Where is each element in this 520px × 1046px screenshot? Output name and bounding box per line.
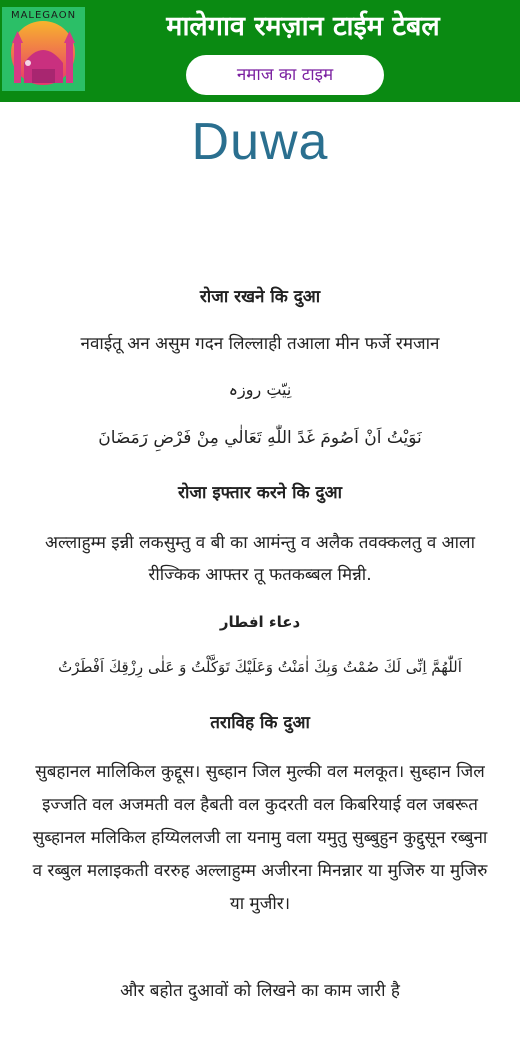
logo-text: MALEGAON bbox=[10, 10, 77, 21]
page-title: Duwa bbox=[191, 113, 329, 171]
roza-rakhne-hindi: नवाईतू अन असुम गदन लिल्लाही तआला मीन फर्जे रमजान bbox=[80, 334, 440, 354]
roza-rakhne-arabic: نَوَيْتُ اَنْ اَصُومَ غَدً اللّٰهِ تَعَالٰي مِنْ فَرْضِ رَمَضَانَ bbox=[98, 428, 422, 448]
roza-iftar-arabic: اَللّٰهُمَّ اِنِّی لَكَ صُمْتُ وَبِكَ اٰمَنْتُ وَعَلَيْكَ تَوَكَّلْتُ وَ عَلٰی رِزْقِكَ اَفْطَرْتُ bbox=[58, 658, 462, 676]
niyat-roza-arabic-heading: نِیّتِ روزہ bbox=[228, 380, 292, 399]
footer-note: और बहोत दुआवों को लिखने का काम जारी है bbox=[120, 981, 400, 1001]
roza-iftar-heading: रोजा इफ्तार करने कि दुआ bbox=[178, 483, 342, 503]
app-title: मालेगाव रमज़ान टाईम टेबल bbox=[166, 11, 440, 42]
app-header bbox=[0, 0, 520, 102]
roza-rakhne-heading: रोजा रखने कि दुआ bbox=[199, 287, 321, 307]
taraweeh-hindi: सुबहानल मालिकिल कुद्दूस। सुब्हान जिल मुल्की वल मलकूत। सुब्हान जिल इज्जति वल अजमती वल हैबती वल कुदरती वल किबरियाई वल जबरूत सुब्हानल मलिकिल हय्यिललजी ला यनामु वला यमुतु सुब्बुहुन कुद्दुसून रब्बुना व रब्बुल मलाइकती वररुह अल्लाहुम्म अजीरना मिनन्नार या मुजिरु या मुजिरु या मुजीर। bbox=[32, 762, 488, 914]
dua-iftar-arabic-heading: دعاء افطار bbox=[219, 613, 301, 631]
taraweeh-heading: तराविह कि दुआ bbox=[210, 713, 310, 733]
mosque-logo-icon bbox=[2, 7, 85, 91]
roza-iftar-hindi: अल्लाहुम्म इन्नी लकसुम्तु व बी का आमंन्तु व अलैक तवक्कलतु व आला रीज्किक आफ्तर तू फतकब्बल मिन्नी. bbox=[45, 533, 475, 585]
namaz-time-button[interactable]: नमाज का टाइम bbox=[186, 55, 384, 95]
